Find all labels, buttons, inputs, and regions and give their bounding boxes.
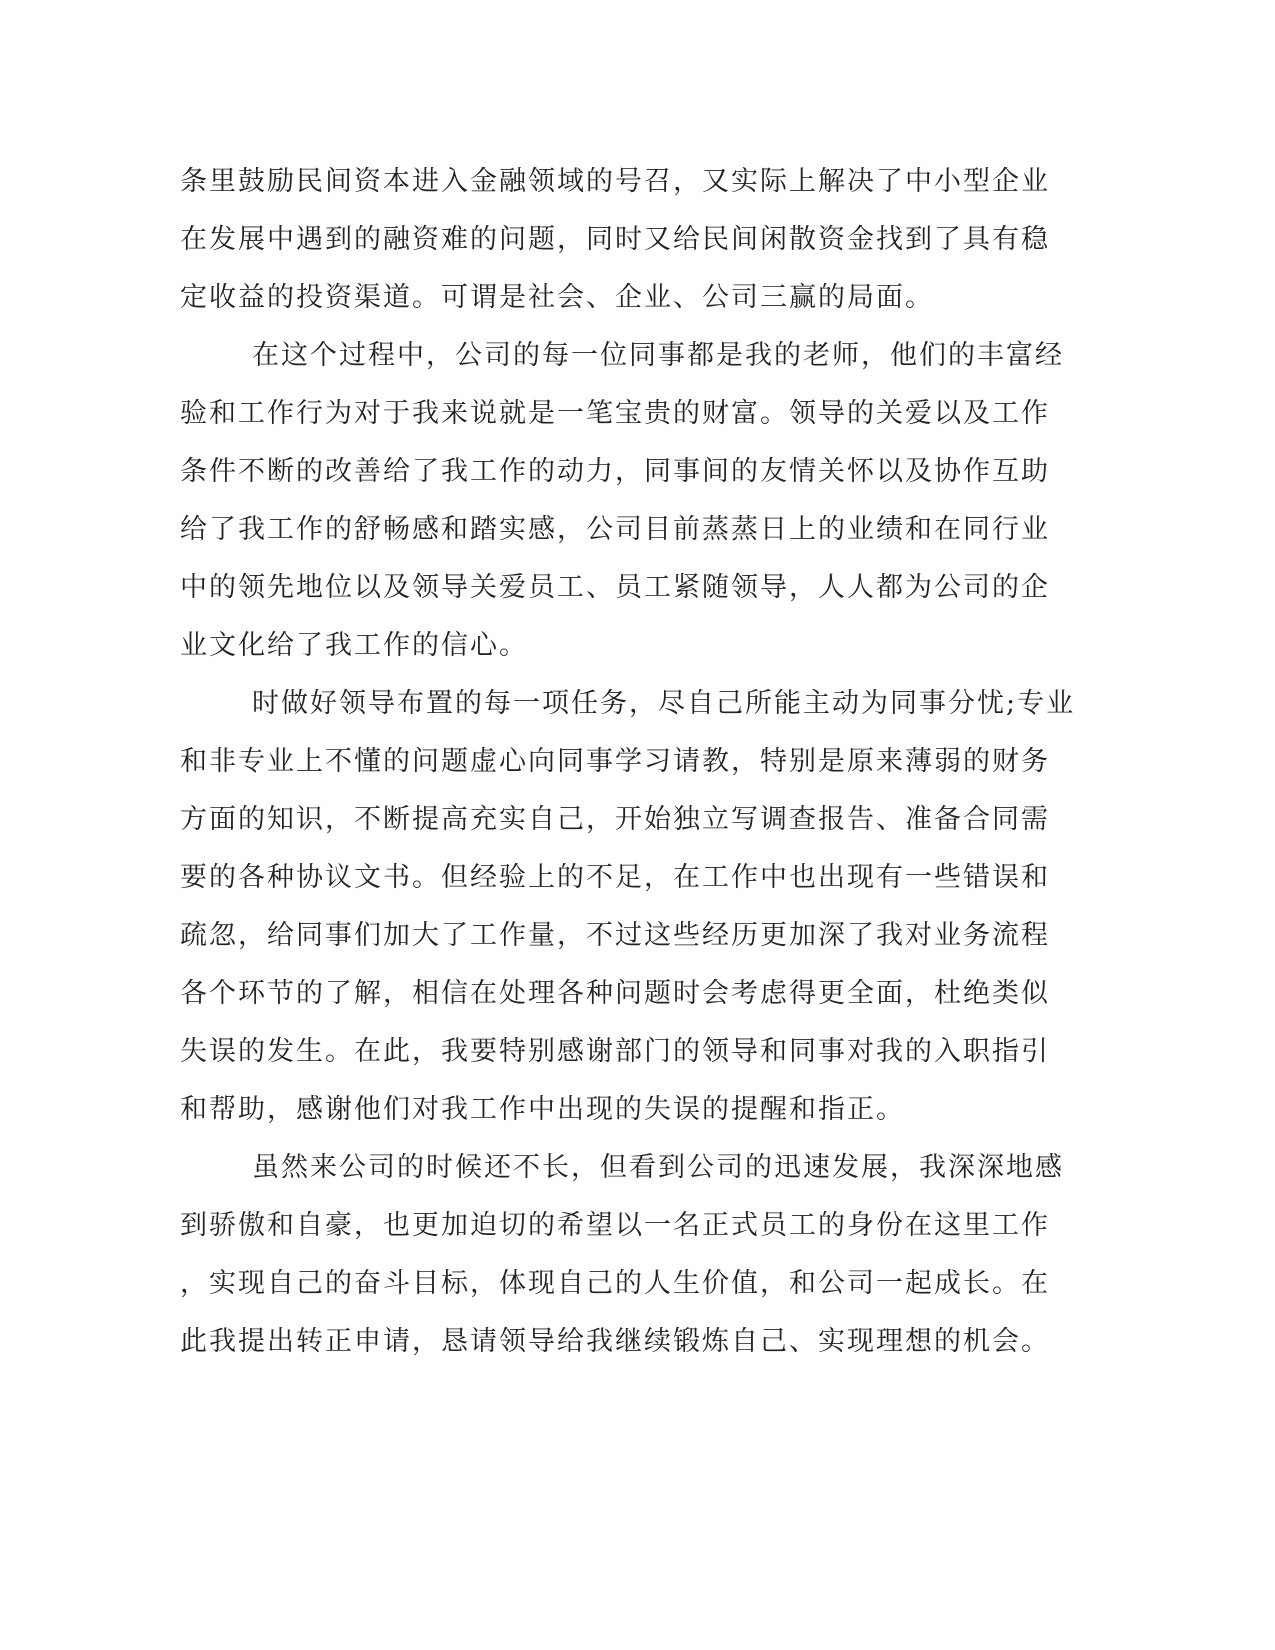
text-line: ，实现自己的奋斗目标，体现自己的人生价值，和公司一起成长。在 [180,1268,1050,1299]
text-line: 和非专业上不懂的问题虚心向同事学习请教，特别是原来薄弱的财务 [180,746,1050,777]
text-line: 验和工作行为对于我来说就是一笔宝贵的财富。领导的关爱以及工作 [180,398,1050,429]
text-line: 条件不断的改善给了我工作的动力，同事间的友情关怀以及协作互助 [180,456,1050,487]
text-line: 要的各种协议文书。但经验上的不足，在工作中也出现有一些错误和 [180,862,1050,893]
text-line: 此我提出转正申请，恳请领导给我继续锻炼自己、实现理想的机会。 [180,1326,1050,1357]
text-line: 条里鼓励民间资本进入金融领域的号召，又实际上解决了中小型企业 [180,166,1050,197]
text-line: 疏忽，给同事们加大了工作量，不过这些经历更加深了我对业务流程 [180,920,1050,951]
paragraph-first-line: 时做好领导布置的每一项任务，尽自己所能主动为同事分忧;专业 [252,688,1076,719]
text-line: 定收益的投资渠道。可谓是社会、企业、公司三赢的局面。 [180,282,934,313]
paragraph-first-line: 虽然来公司的时候还不长，但看到公司的迅速发展，我深深地感 [252,1152,1064,1183]
text-line: 到骄傲和自豪，也更加迫切的希望以一名正式员工的身份在这里工作 [180,1210,1050,1241]
text-line: 业文化给了我工作的信心。 [180,630,528,661]
text-line: 中的领先地位以及领导关爱员工、员工紧随领导，人人都为公司的企 [180,572,1050,603]
text-line: 给了我工作的舒畅感和踏实感，公司目前蒸蒸日上的业绩和在同行业 [180,514,1050,545]
text-line: 各个环节的了解，相信在处理各种问题时会考虑得更全面，杜绝类似 [180,978,1050,1009]
text-line: 方面的知识，不断提高充实自己，开始独立写调查报告、准备合同需 [180,804,1050,835]
paragraph-first-line: 在这个过程中，公司的每一位同事都是我的老师，他们的丰富经 [252,340,1064,371]
text-line: 在发展中遇到的融资难的问题，同时又给民间闲散资金找到了具有稳 [180,224,1050,255]
text-line: 失误的发生。在此，我要特别感谢部门的领导和同事对我的入职指引 [180,1036,1050,1067]
text-line: 和帮助，感谢他们对我工作中出现的失误的提醒和指正。 [180,1094,905,1125]
